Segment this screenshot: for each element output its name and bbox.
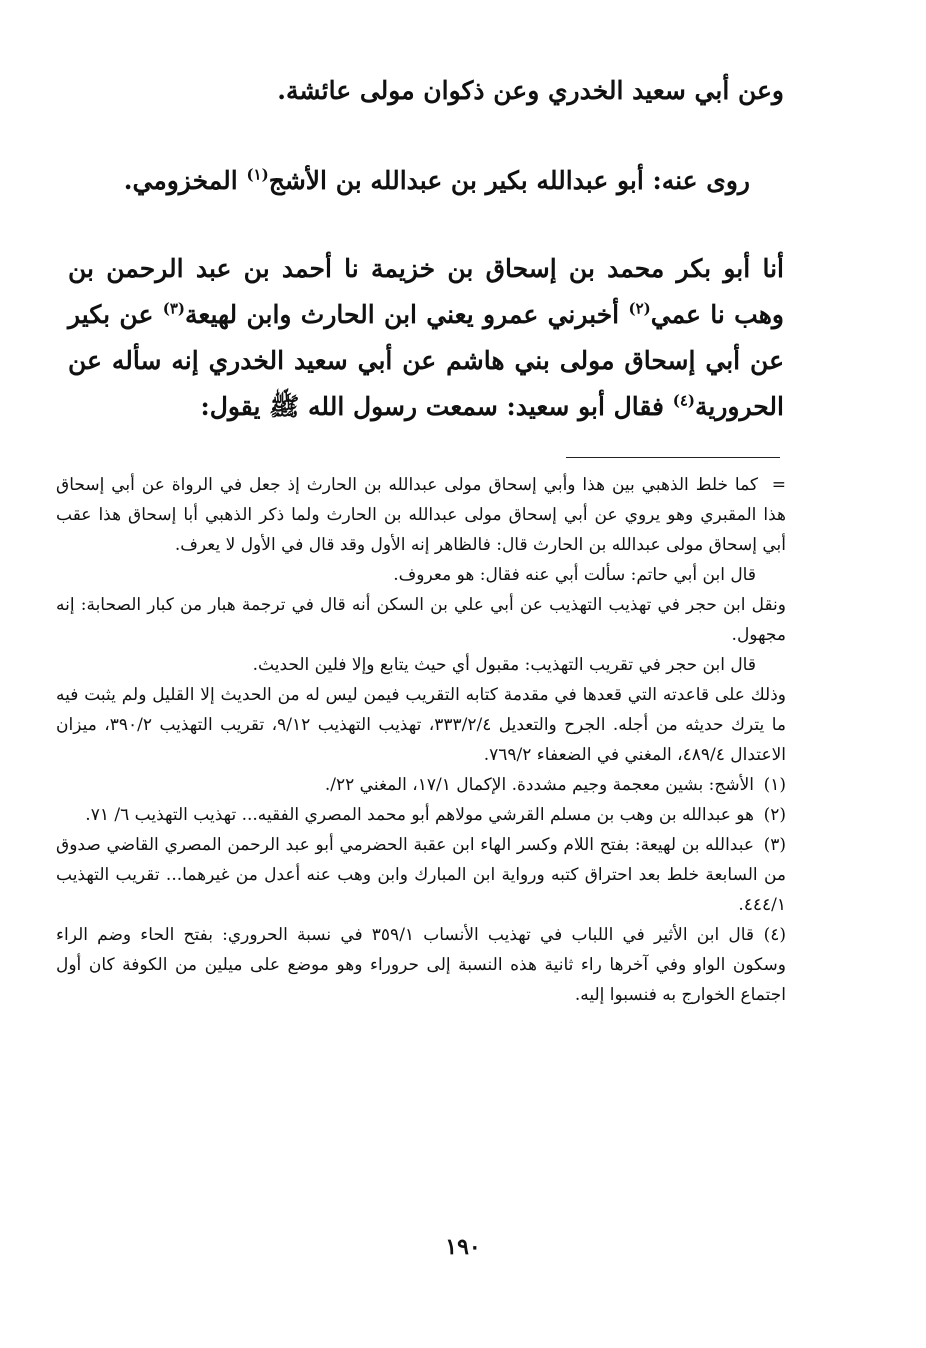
narrator-line: وعن أبي سعيد الخدري وعن ذكوان مولى عائشة. — [277, 76, 784, 105]
footnote-1-text: الأشج: بشين معجمة وجيم مشددة. الإكمال ١٧/١، المغني ٢٢/. — [324, 775, 754, 795]
footnote-divider — [566, 457, 780, 458]
transmitter-text: روى عنه: أبو عبدالله بكير بن عبدالله بن الأشج — [268, 166, 750, 195]
footnotes-section — [56, 470, 786, 1010]
continuation-text-2: قال ابن أبي حاتم: سألت أبي عنه فقال: هو معروف. — [393, 565, 756, 585]
transmitter-text-end: المخزومي. — [123, 166, 247, 195]
footnote-1 — [56, 770, 786, 800]
main-text-line-2 — [34, 158, 750, 204]
footnote-4 — [56, 920, 786, 1010]
hadith-paragraph — [68, 246, 784, 430]
footnote-2-text: هو عبدالله بن وهب بن مسلم القرشي مولاهم أبو محمد المصري الفقيه... تهذيب التهذيب ٦/ ٧١. — [85, 805, 754, 825]
isnad-text-a: أنا أبو بكر محمد بن إسحاق بن خزيمة نا أحمد بن عبد الرحمن بن وهب نا عمي — [68, 254, 784, 329]
continuation-marker: = — [771, 475, 786, 495]
footnote-2 — [56, 800, 786, 830]
footnote-3-text: عبدالله بن لهيعة: بفتح اللام وكسر الهاء ابن عقبة الحضرمي أبو عبد الرحمن المصري القاضي صدوق من السابعة خلط بعد احتراق كتبه ورواية ابن المبارك وابن وهب عنه أعدل من غيرهما... تقريب التهذيب ٤٤٤/١. — [56, 835, 786, 915]
isnad-text-c: عن بكير عن أبي إسحاق مولى بني هاشم عن أبي سعيد الخدري إنه سأله عن الحرورية — [68, 300, 784, 421]
continuation-text-3: ونقل ابن حجر في تهذيب التهذيب عن أبي علي بن السكن أنه قال في ترجمة هبار من كبار الصحابة: إنه مجهول. — [56, 595, 786, 645]
isnad-text-b: أخبرني عمرو يعني ابن الحارث وابن لهيعة — [184, 300, 629, 329]
footnote-ref-2[interactable]: (٢) — [628, 299, 651, 318]
footnote-ref-4[interactable]: (٤) — [672, 391, 695, 410]
transmitter-line — [34, 158, 750, 204]
continuation-text-5: وذلك على قاعدته التي قعدها في مقدمة كتابه التقريب فيمن ليس له من الحديث إلا القليل ولم يثبت فيه ما يترك حديثه من أجله. الجرح والتعديل ٣٣٣/٢/٤، تهذيب التهذيب ٩/١٢، تقريب التهذيب ٣٩٠/٢، ميزان الاعتدال ٤٨٩/٤، المغني في الضعفاء ٧٦٩/٢. — [56, 685, 786, 765]
isnad-text-d: فقال أبو سعيد: سمعت رسول الله ﷺ يقول: — [200, 392, 673, 421]
continuation-text-1: كما خلط الذهبي بين هذا وأبي إسحاق مولى عبدالله بن الحارث إذ جعل في الرواة عن أبي إسحاق هذا المقبري وهو يروي عن أبي إسحاق مولى عبدالله بن الحارث ولما ذكر الذهبي أبا إسحاق هذا عقب أبي إسحاق مولى عبدالله بن الحارث قال: فالظاهر إنه الأول وقد قال في الأول لا يعرف. — [56, 475, 786, 555]
footnote-continuation — [56, 470, 786, 560]
footnote-ref-3[interactable]: (٣) — [162, 299, 185, 318]
footnote-2-number: (٢) — [763, 805, 786, 825]
main-text-line-1 — [68, 68, 784, 114]
footnote-1-number: (١) — [763, 775, 786, 795]
footnote-3-number: (٣) — [763, 835, 786, 855]
footnote-ref-1[interactable]: (١) — [246, 165, 269, 184]
page-number: ١٩٠ — [445, 1234, 481, 1260]
footnote-4-number: (٤) — [763, 925, 786, 945]
continuation-text-4: قال ابن حجر في تقريب التهذيب: مقبول أي حيث يتابع وإلا فلين الحديث. — [252, 655, 756, 675]
footnote-3 — [56, 830, 786, 920]
footnote-4-text: قال ابن الأثير في اللباب في تهذيب الأنساب ٣٥٩/١ في نسبة الحروري: بفتح الحاء وضم الراء وسكون الواو وفي آخرها راء ثانية هذه النسبة إلى حروراء وهو موضع على ميلين من الكوفة كان أول اجتماع الخوارج به فنسبوا إليه. — [56, 925, 786, 1005]
